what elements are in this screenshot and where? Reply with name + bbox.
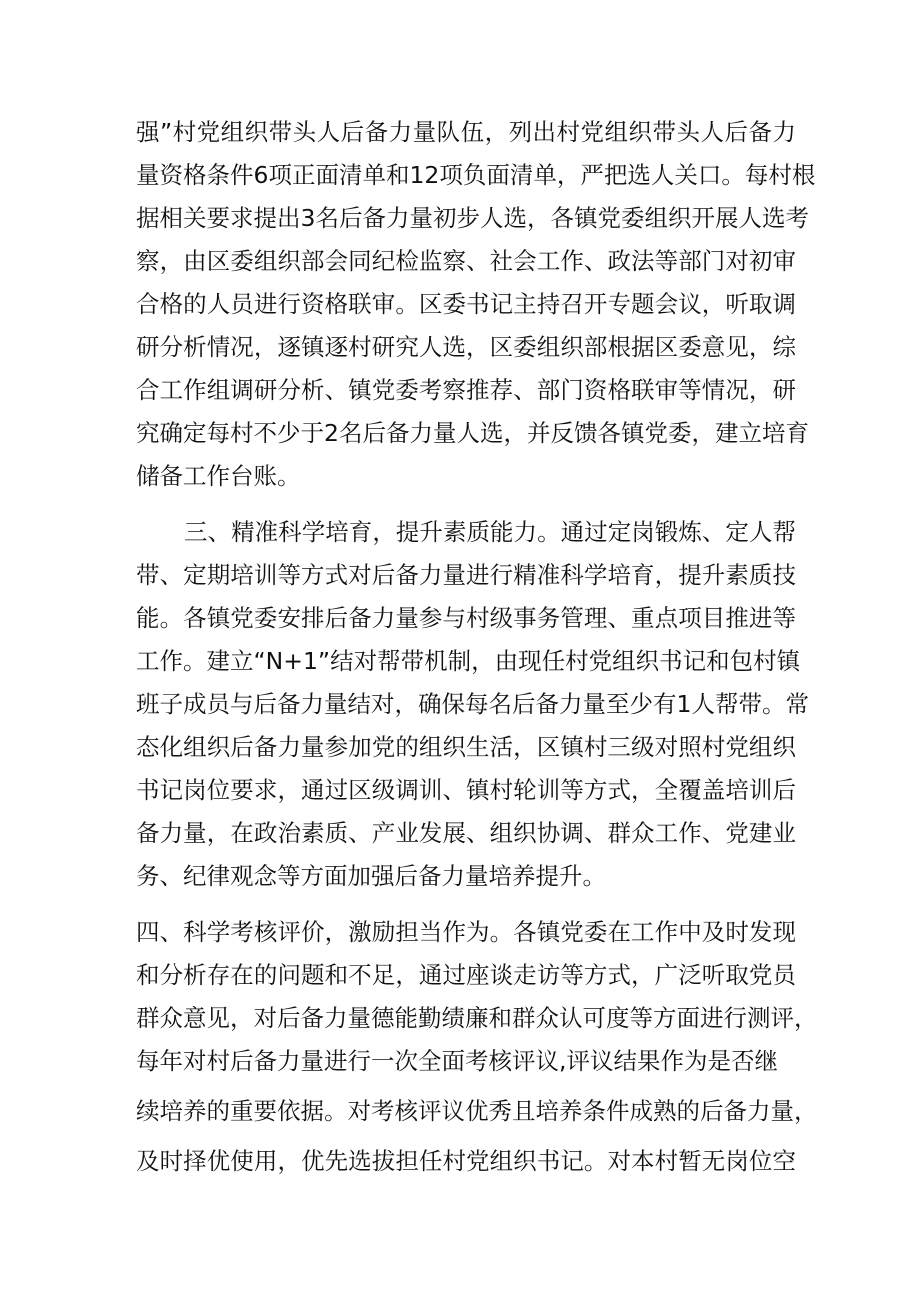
paragraph-1-line-1: 强”村党组织带头人后备力量队伍，列出村党组织带头人后备力 <box>136 118 796 146</box>
paragraph-2-line-1: 三、精准科学培育，提升素质能力。通过定岗锻炼、定人帮 <box>184 518 796 546</box>
paragraph-3-line-5: 续培养的重要依据。对考核评议优秀且培养条件成熟的后备力量， <box>136 1097 818 1125</box>
paragraph-2-line-7: 书记岗位要求，通过区级调训、镇村轮训等方式，全覆盖培训后 <box>136 776 796 804</box>
paragraph-3-line-1: 四、科学考核评价，激励担当作为。各镇党委在工作中及时发现 <box>136 918 796 946</box>
paragraph-1-line-3: 据相关要求提出3名后备力量初步人选，各镇党委组织开展人选考 <box>136 204 809 232</box>
paragraph-2-line-9: 务、纪律观念等方面加强后备力量培养提升。 <box>136 862 606 890</box>
paragraph-2-line-4: 工作。建立“N+1”结对帮带机制，由现任村党组织书记和包村镇 <box>136 647 801 675</box>
paragraph-3-line-4: 每年对村后备力量进行一次全面考核评议,评议结果作为是否继 <box>136 1047 778 1075</box>
paragraph-2-line-5: 班子成员与后备力量结对，确保每名后备力量至少有1人帮带。常 <box>136 690 809 718</box>
paragraph-3-line-6: 及时择优使用，优先选拔担任村党组织书记。对本村暂无岗位空 <box>136 1147 796 1175</box>
paragraph-3-line-2: 和分析存在的问题和不足，通过座谈走访等方式，广泛听取党员 <box>136 961 796 989</box>
paragraph-1-line-7: 合工作组调研分析、镇党委考察推荐、部门资格联审等情况，研 <box>136 376 796 404</box>
paragraph-2-line-2: 带、定期培训等方式对后备力量进行精准科学培育，提升素质技 <box>136 561 796 589</box>
paragraph-2-line-8: 备力量，在政治素质、产业发展、组织协调、群众工作、党建业 <box>136 819 796 847</box>
paragraph-1-line-9: 储备工作台账。 <box>136 462 301 490</box>
paragraph-1-line-2: 量资格条件6项正面清单和12项负面清单，严把选人关口。每村根 <box>136 161 816 189</box>
paragraph-3-line-3: 群众意见，对后备力量德能勤绩廉和群众认可度等方面进行测评， <box>136 1004 818 1032</box>
paragraph-2-line-3: 能。各镇党委安排后备力量参与村级事务管理、重点项目推进等 <box>136 604 796 632</box>
paragraph-1-line-5: 合格的人员进行资格联审。区委书记主持召开专题会议，听取调 <box>136 290 796 318</box>
paragraph-1-line-6: 研分析情况，逐镇逐村研究人选，区委组织部根据区委意见，综 <box>136 333 796 361</box>
paragraph-2-line-6: 态化组织后备力量参加党的组织生活，区镇村三级对照村党组织 <box>136 733 796 761</box>
paragraph-1-line-4: 察，由区委组织部会同纪检监察、社会工作、政法等部门对初审 <box>136 247 796 275</box>
paragraph-1-line-8: 究确定每村不少于2名后备力量人选，并反馈各镇党委，建立培育 <box>136 419 809 447</box>
